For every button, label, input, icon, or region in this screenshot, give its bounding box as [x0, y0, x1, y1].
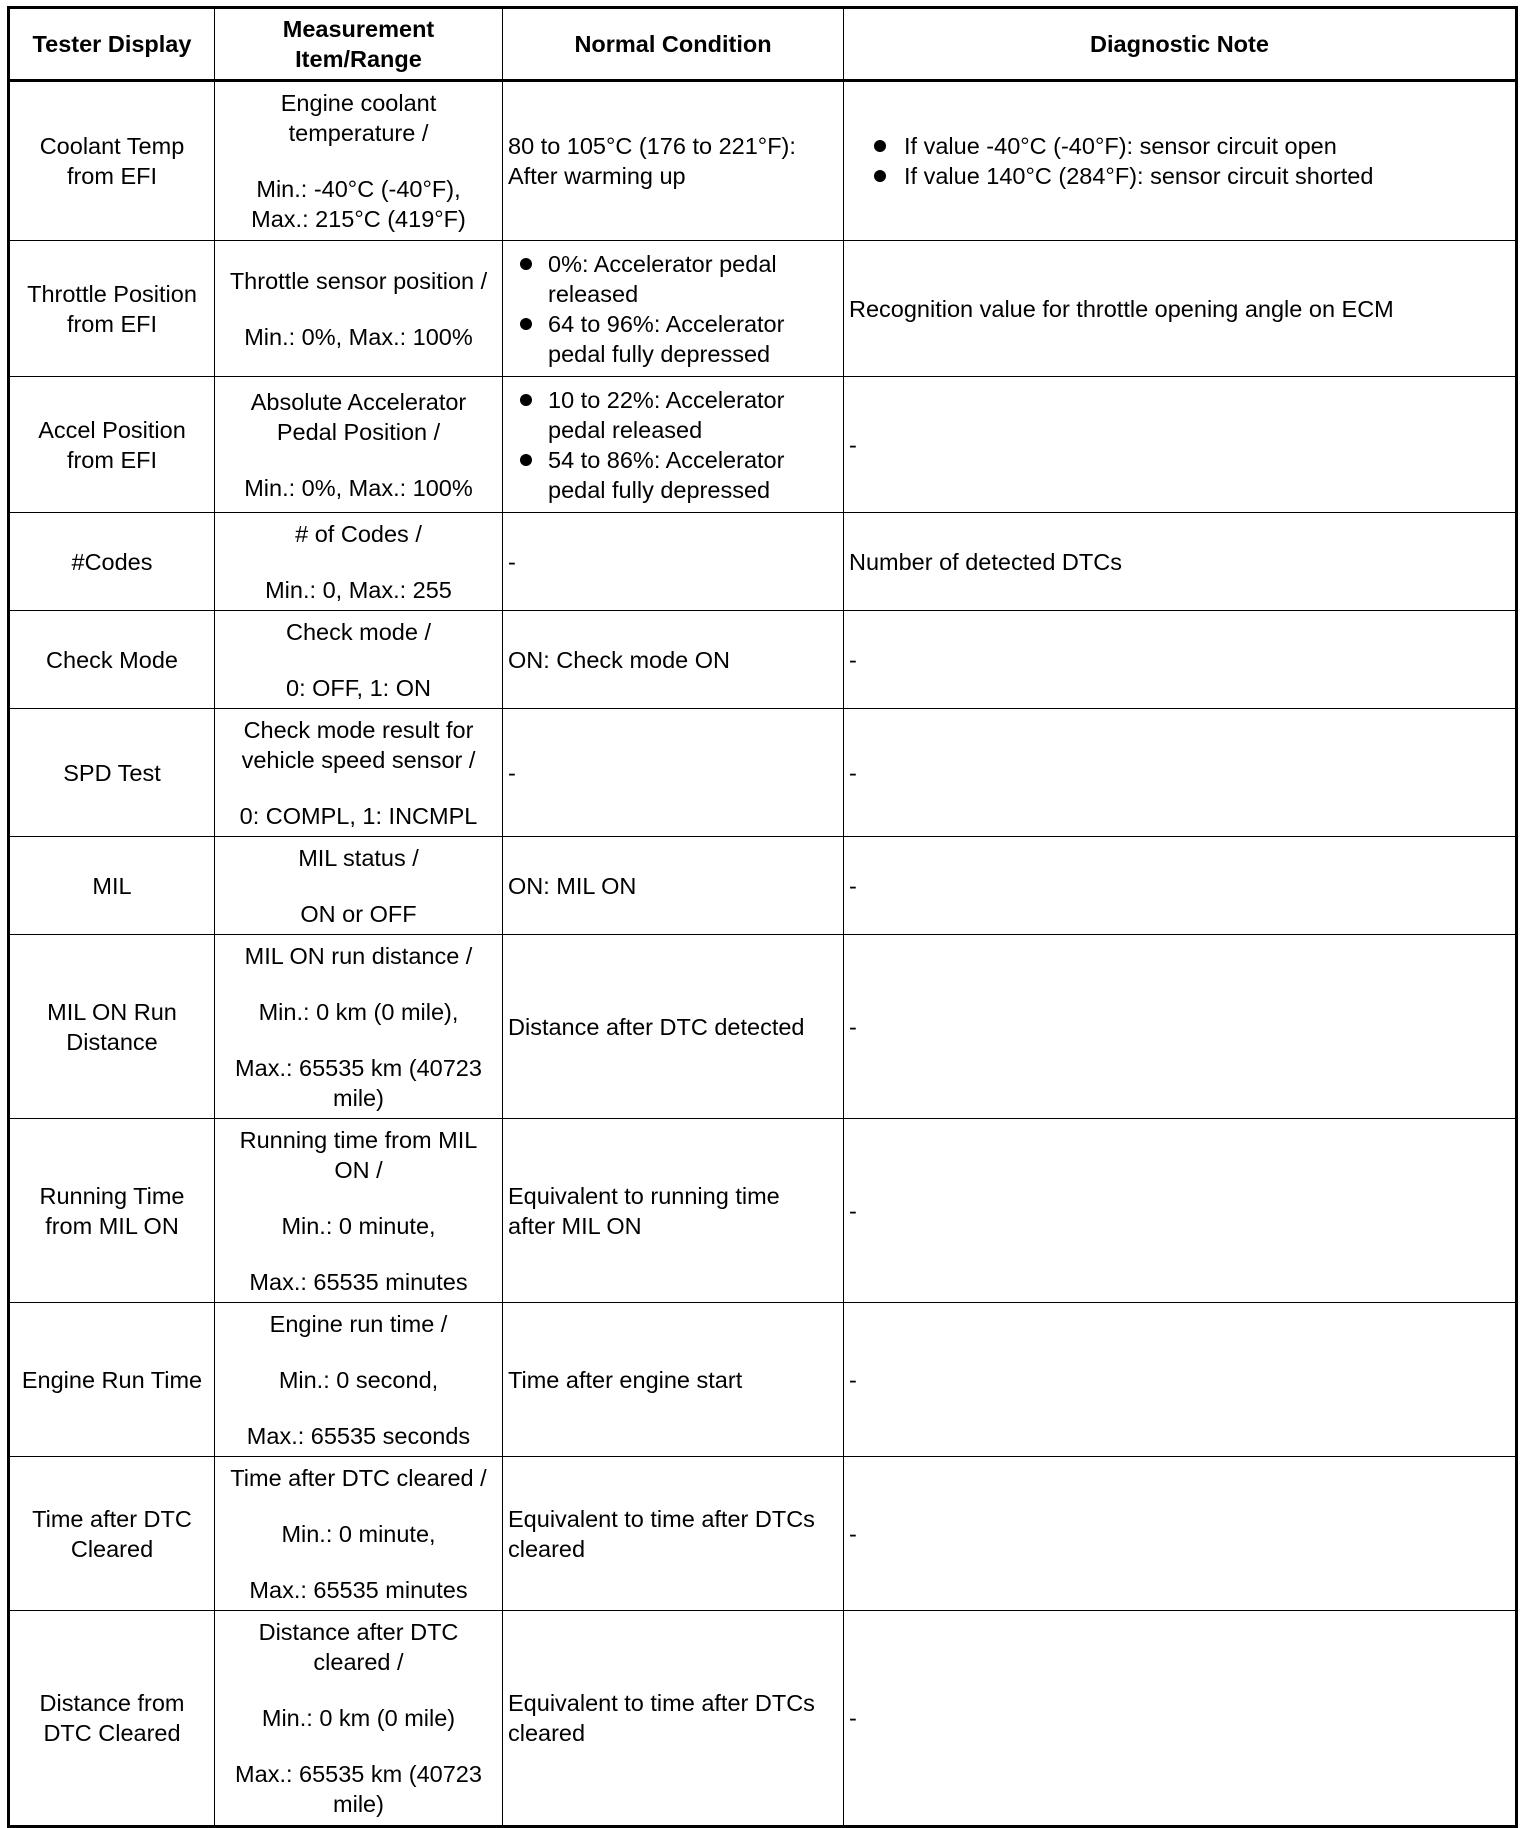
measurement-cell — [215, 377, 503, 513]
table-row — [9, 81, 1517, 241]
measurement-item-line: Distance after DTC — [258, 1619, 459, 1645]
normal-condition-cell — [503, 1303, 844, 1457]
measurement-cell — [215, 837, 503, 935]
header-measurement-line2: Item/Range — [295, 46, 422, 72]
diagnostic-note-cell: Recognition value for throttle opening angle on ECM — [844, 241, 1517, 377]
diagnostic-note-cell: - — [844, 1119, 1517, 1303]
bullet-item — [508, 309, 838, 369]
measurement-cell — [215, 513, 503, 611]
measurement-range-line: mile) — [333, 1791, 384, 1817]
normal-condition-line: Equivalent to running time — [508, 1182, 780, 1209]
measurement-item-line: Time after DTC cleared / — [230, 1464, 487, 1491]
normal-condition-line: Equivalent to time after DTCs — [508, 1690, 815, 1716]
data-list-table — [7, 6, 1518, 1828]
measurement-item-line: MIL ON run distance / — [244, 942, 473, 969]
normal-condition-line: Distance after DTC detected — [508, 1013, 805, 1040]
normal-condition-line: ON: Check mode ON — [508, 646, 731, 673]
table-row — [9, 241, 1517, 377]
tester-display-cell — [9, 837, 215, 935]
measurement-item-line: Running time from MIL — [239, 1126, 478, 1153]
measurement-range-line: 0: OFF, 1: ON — [286, 674, 431, 701]
bullet-list — [508, 385, 838, 505]
normal-condition-line: Equivalent to time after DTCs — [508, 1505, 815, 1532]
line-gap — [220, 447, 497, 473]
table-row — [9, 513, 1517, 611]
tester-display-line: #Codes — [71, 548, 153, 575]
tester-display-line: MIL ON Run — [47, 998, 177, 1025]
tester-display-line: Distance — [66, 1028, 158, 1055]
measurement-cell — [215, 935, 503, 1119]
tester-display-line: Coolant Temp — [39, 133, 185, 159]
line-gap — [220, 1549, 497, 1575]
measurement-range-line: Min.: 0 minute, — [281, 1212, 436, 1239]
measurement-item-line: Engine coolant — [280, 90, 437, 116]
tester-display-line: SPD Test — [63, 759, 161, 786]
diagnostic-note-cell — [844, 81, 1517, 241]
diagnostic-note-cell: - — [844, 1457, 1517, 1611]
measurement-range-line: ON or OFF — [300, 900, 417, 927]
line-gap — [220, 1185, 497, 1211]
normal-condition-cell — [503, 81, 844, 241]
line-gap — [220, 1493, 497, 1519]
normal-condition-cell — [503, 1611, 844, 1827]
normal-condition-line: ON: MIL ON — [508, 872, 637, 899]
measurement-item-line: Check mode / — [286, 618, 431, 645]
normal-condition-line: Time after engine start — [508, 1366, 743, 1393]
measurement-cell — [215, 1119, 503, 1303]
tester-display-cell — [9, 611, 215, 709]
tester-display-cell — [9, 1303, 215, 1457]
measurement-item-line: Check mode result for — [243, 716, 474, 743]
line-gap — [220, 549, 497, 575]
table-row — [9, 935, 1517, 1119]
bullet-line: released — [548, 280, 639, 307]
header-row — [9, 8, 1517, 81]
diagnostic-note-cell: - — [844, 1303, 1517, 1457]
header-diagnostic-note: Diagnostic Note — [844, 8, 1517, 81]
normal-condition-line: - — [508, 548, 516, 575]
tester-display-cell — [9, 1457, 215, 1611]
tester-display-line: Distance from — [39, 1690, 185, 1716]
header-measurement-line1: Measurement — [282, 16, 435, 42]
bullet-line: pedal fully depressed — [548, 476, 771, 503]
tester-display-line: from EFI — [66, 310, 158, 337]
normal-condition-cell — [503, 709, 844, 837]
bullet-line: pedal fully depressed — [548, 340, 771, 367]
normal-condition-line: After warming up — [508, 163, 686, 189]
table-body — [9, 81, 1517, 1827]
table-row — [9, 709, 1517, 837]
normal-condition-cell — [503, 1457, 844, 1611]
measurement-item-line: cleared / — [313, 1649, 404, 1675]
normal-condition-line: cleared — [508, 1720, 586, 1746]
measurement-range-line: Min.: 0%, Max.: 100% — [244, 474, 473, 501]
normal-condition-cell — [503, 611, 844, 709]
diagnostic-note-cell: - — [844, 837, 1517, 935]
line-gap — [220, 775, 497, 801]
table-row — [9, 1303, 1517, 1457]
tester-display-cell — [9, 935, 215, 1119]
measurement-item-line: temperature / — [288, 120, 429, 146]
bullet-item — [508, 385, 838, 445]
normal-condition-cell — [503, 1119, 844, 1303]
measurement-range-line: Min.: 0 km (0 mile) — [261, 1705, 456, 1731]
line-gap — [220, 148, 497, 174]
measurement-cell — [215, 709, 503, 837]
measurement-range-line: Max.: 65535 seconds — [246, 1422, 471, 1449]
measurement-range-line: Max.: 65535 km (40723 — [235, 1054, 482, 1081]
line-gap — [220, 1339, 497, 1365]
line-gap — [220, 1241, 497, 1267]
bullet-line: 0%: Accelerator pedal — [548, 250, 777, 277]
table-row — [9, 1457, 1517, 1611]
measurement-cell — [215, 611, 503, 709]
measurement-item-line: Pedal Position / — [276, 418, 441, 445]
bullet-item — [508, 445, 838, 505]
bullet-item: If value -40°C (-40°F): sensor circuit open — [849, 131, 1510, 161]
tester-display-cell — [9, 709, 215, 837]
table-row — [9, 1611, 1517, 1827]
measurement-range-line: Min.: -40°C (-40°F), — [256, 176, 461, 202]
diagnostic-note-cell: - — [844, 935, 1517, 1119]
line-gap — [220, 971, 497, 997]
measurement-range-line: Min.: 0 second, — [278, 1366, 439, 1393]
line-gap — [220, 1733, 497, 1759]
tester-display-line: Time after DTC — [32, 1505, 192, 1532]
header-measurement-item — [215, 8, 503, 81]
normal-condition-cell — [503, 241, 844, 377]
normal-condition-cell — [503, 837, 844, 935]
tester-display-line: from EFI — [66, 163, 158, 189]
measurement-cell — [215, 1457, 503, 1611]
tester-display-cell — [9, 1119, 215, 1303]
measurement-range-line: Min.: 0 km (0 mile), — [258, 998, 459, 1025]
normal-condition-cell — [503, 513, 844, 611]
measurement-item-line: vehicle speed sensor / — [241, 746, 476, 773]
table-row — [9, 837, 1517, 935]
table-row — [9, 1119, 1517, 1303]
bullet-list — [849, 131, 1510, 191]
measurement-range-line: Max.: 215°C (419°F) — [251, 206, 466, 232]
normal-condition-cell — [503, 935, 844, 1119]
normal-condition-cell — [503, 377, 844, 513]
diagnostic-note-cell: - — [844, 1611, 1517, 1827]
measurement-cell — [215, 1611, 503, 1827]
tester-display-line: Cleared — [70, 1535, 154, 1562]
measurement-range-line: Max.: 65535 minutes — [249, 1268, 468, 1295]
header-tester-display: Tester Display — [9, 8, 215, 81]
measurement-range-line: Max.: 65535 minutes — [249, 1576, 468, 1603]
diagnostic-note-cell: - — [844, 611, 1517, 709]
table-row — [9, 377, 1517, 513]
tester-display-cell — [9, 377, 215, 513]
measurement-cell — [215, 1303, 503, 1457]
tester-display-line: Throttle Position — [27, 280, 197, 307]
tester-display-line: Engine Run Time — [21, 1366, 203, 1393]
diagnostic-note-cell: - — [844, 377, 1517, 513]
measurement-cell — [215, 241, 503, 377]
tester-display-line: Running Time — [39, 1182, 185, 1209]
measurement-range-line: Min.: 0%, Max.: 100% — [244, 323, 473, 350]
diagnostic-note-cell: - — [844, 709, 1517, 837]
tester-display-line: from EFI — [66, 446, 158, 473]
line-gap — [220, 296, 497, 322]
tester-display-line: MIL — [92, 872, 132, 899]
measurement-range-line: Max.: 65535 km (40723 — [235, 1761, 482, 1787]
measurement-range-line: Min.: 0 minute, — [281, 1520, 436, 1547]
table-row — [9, 611, 1517, 709]
tester-display-cell — [9, 1611, 215, 1827]
tester-display-cell — [9, 81, 215, 241]
normal-condition-line: cleared — [508, 1535, 586, 1562]
bullet-list — [508, 249, 838, 369]
line-gap — [220, 647, 497, 673]
measurement-item-line: Absolute Accelerator — [250, 388, 467, 415]
bullet-item: If value 140°C (284°F): sensor circuit shorted — [849, 161, 1510, 191]
normal-condition-line: after MIL ON — [508, 1212, 642, 1239]
bullet-line: 10 to 22%: Accelerator — [548, 386, 785, 413]
tester-display-cell — [9, 241, 215, 377]
measurement-cell — [215, 81, 503, 241]
line-gap — [220, 873, 497, 899]
header-normal-condition: Normal Condition — [503, 8, 844, 81]
line-gap — [220, 1027, 497, 1053]
tester-display-line: DTC Cleared — [43, 1720, 181, 1746]
normal-condition-line: - — [508, 759, 516, 786]
bullet-line: 64 to 96%: Accelerator — [548, 310, 785, 337]
tester-display-cell — [9, 513, 215, 611]
bullet-item — [508, 249, 838, 309]
normal-condition-line: 80 to 105°C (176 to 221°F): — [508, 133, 796, 159]
measurement-item-line: MIL status / — [298, 844, 419, 871]
measurement-range-line: 0: COMPL, 1: INCMPL — [239, 802, 478, 829]
tester-display-line: from MIL ON — [45, 1212, 179, 1239]
line-gap — [220, 1395, 497, 1421]
measurement-range-line: mile) — [333, 1084, 384, 1111]
measurement-range-line: Min.: 0, Max.: 255 — [265, 576, 452, 603]
tester-display-line: Accel Position — [38, 416, 186, 443]
diagnostic-note-cell: Number of detected DTCs — [844, 513, 1517, 611]
line-gap — [220, 1677, 497, 1703]
measurement-item-line: Throttle sensor position / — [229, 267, 488, 294]
bullet-line: pedal released — [548, 416, 703, 443]
measurement-item-line: Engine run time / — [269, 1310, 448, 1337]
tester-display-line: Check Mode — [46, 646, 178, 673]
measurement-item-line: ON / — [334, 1156, 383, 1183]
measurement-item-line: # of Codes / — [295, 520, 422, 547]
bullet-line: 54 to 86%: Accelerator — [548, 446, 785, 473]
